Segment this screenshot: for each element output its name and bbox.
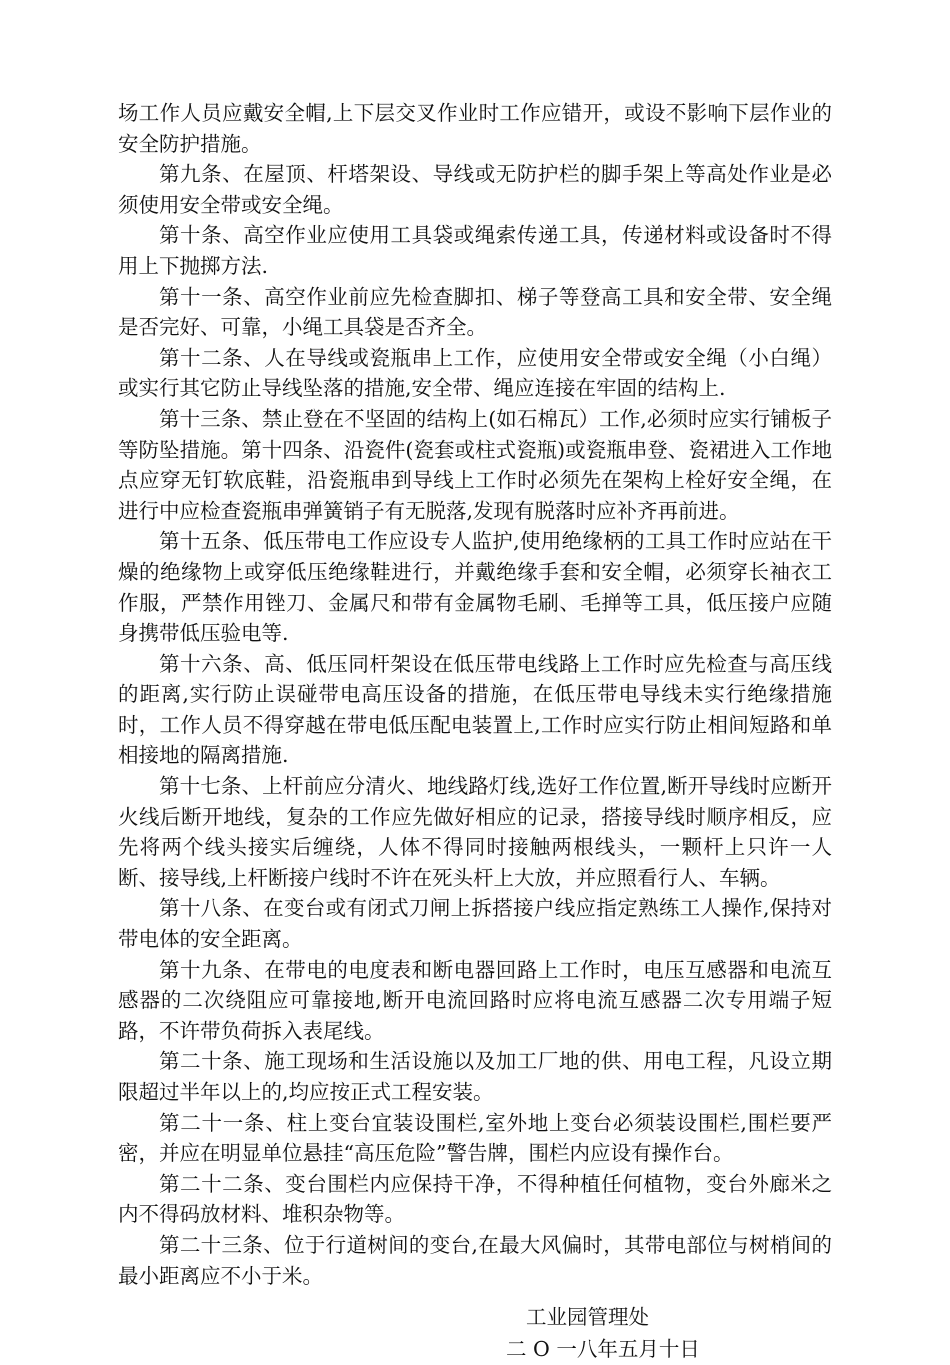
article-20: 第二十条、施工现场和生活设施以及加工厂地的供、用电工程，凡设立期限超过半年以上的,均应按正式工程安装。 — [118, 1049, 832, 1104]
article-17: 第十七条、上杆前应分清火、地线路灯线,选好工作位置,断开导线时应断开火线后断开地线，复杂的工作应先做好相应的记录，搭接导线时顺序相反，应先将两个线头接实后缠绕，人体不得同时接触两根线头，一颗杆上只许一人断、接导线,上杆断接户线时不许在死头杆上大放，并应照看行人、车辆。 — [118, 774, 832, 890]
article-18: 第十八条、在变台或有闭式刀闸上拆搭接户线应指定熟练工人操作,保持对带电体的安全距离。 — [118, 896, 832, 952]
article-19: 第十九条、在带电的电度表和断电器回路上工作时，电压互感器和电流互感器的二次绕阻应可靠接地,断开电流回路时应将电流互感器二次专用端子短路，不许带负荷拆入表尾线。 — [118, 957, 832, 1043]
signature-organization: 工业园管理处 — [526, 1305, 649, 1330]
article-22: 第二十二条、变台围栏内应保持干净，不得种植任何植物，变台外廊米之内不得码放材料、堆积杂物等。 — [118, 1171, 832, 1227]
signature-date: 二 O 一八年五月十日 — [506, 1337, 700, 1362]
signature-block — [118, 1301, 832, 1365]
article-12: 第十二条、人在导线或瓷瓶串上工作，应使用安全带或安全绳（小白绳）或实行其它防止导线坠落的措施,安全带、绳应连接在牢固的结构上. — [118, 345, 832, 401]
article-10: 第十条、高空作业应使用工具袋或绳索传递工具，传递材料或设备时不得用上下抛掷方法. — [118, 223, 832, 278]
article-15: 第十五条、低压带电工作应设专人监护,使用绝缘柄的工具工作时应站在干燥的绝缘物上或穿低压绝缘鞋进行，并戴绝缘手套和安全帽，必须穿长袖衣工作服，严禁作用锉刀、金属尺和带有金属物毛刷、毛掸等工具，低压接户应随身携带低压验电等. — [118, 529, 832, 646]
article-21: 第二十一条、柱上变台宜装设围栏,室外地上变台必须装设围栏,围栏要严密，并应在明显单位悬挂“高压危险”警告牌，围栏内应设有操作台。 — [118, 1110, 832, 1166]
article-13-14: 第十三条、禁止登在不坚固的结构上(如石棉瓦）工作,必须时应实行铺板子等防坠措施。第十四条、沿瓷件(瓷套或柱式瓷瓶)或瓷瓶串登、瓷裙进入工作地点应穿无钉软底鞋，沿瓷瓶串到导线上工作时必须先在架构上栓好安全绳，在进行中应检查瓷瓶串弹簧销子有无脱落,发现有脱落时应补齐再前进。 — [118, 406, 832, 523]
paragraph-continuation: 场工作人员应戴安全帽,上下层交叉作业时工作应错开，或设不影响下层作业的安全防护措施。 — [118, 101, 832, 156]
article-9: 第九条、在屋顶、杆塔架设、导线或无防护栏的脚手架上等高处作业是必须使用安全带或安全绳。 — [118, 162, 832, 217]
document-page — [118, 98, 832, 1365]
article-11: 第十一条、高空作业前应先检查脚扣、梯子等登高工具和安全带、安全绳是否完好、可靠，小绳工具袋是否齐全。 — [118, 284, 832, 340]
article-16: 第十六条、高、低压同杆架设在低压带电线路上工作时应先检查与高压线的距离,实行防止误碰带电高压设备的措施，在低压带电导线未实行绝缘措施时，工作人员不得穿越在带电低压配电装置上,工作时应实行防止相间短路和单相接地的隔离措施. — [118, 651, 832, 768]
article-23: 第二十三条、位于行道树间的变台,在最大风偏时，其带电部位与树梢间的最小距离应不小于米。 — [118, 1232, 832, 1288]
